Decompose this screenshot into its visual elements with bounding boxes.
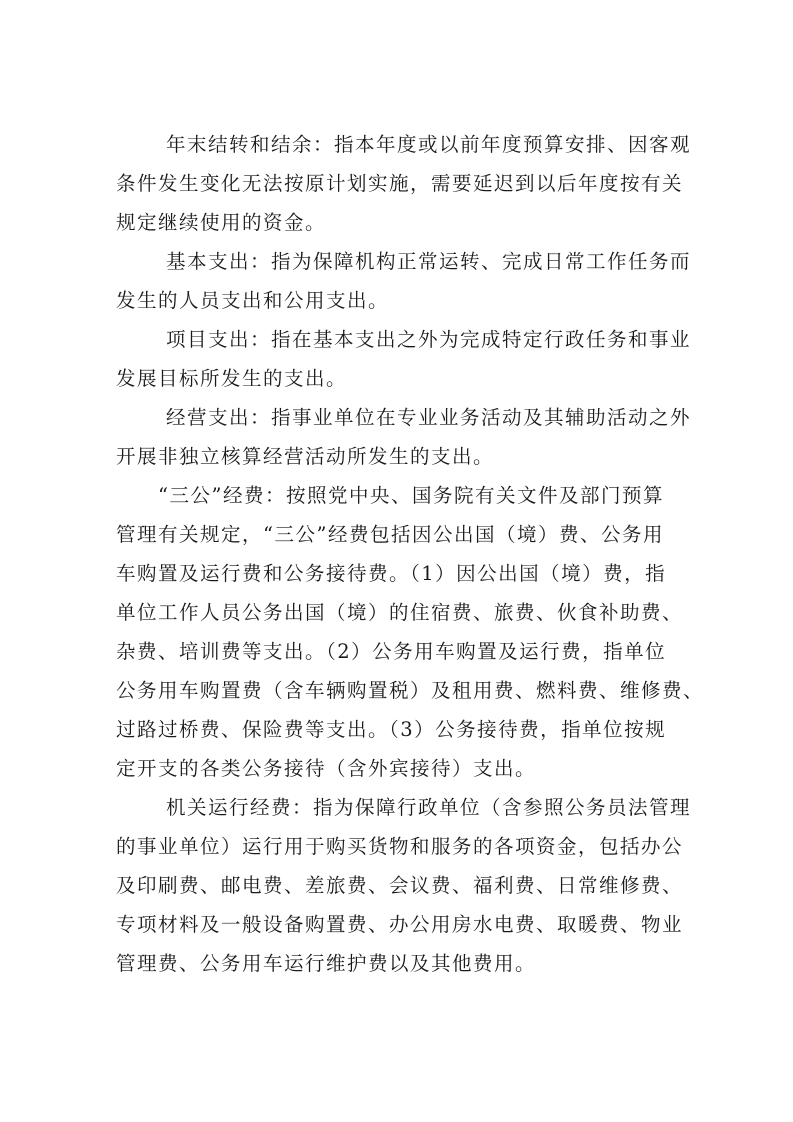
text-line: 年末结转和结余：指本年度或以前年度预算安排、因客观 <box>166 133 692 156</box>
text-line: 杂费、培训费等支出。（2）公务用车购置及运行费，指单位 <box>116 640 667 663</box>
text-line: 基本支出：指为保障机构正常运转、完成日常工作任务而 <box>166 250 692 273</box>
paragraph-project-expenditure <box>116 320 706 398</box>
text-line: 及印刷费、邮电费、差旅费、会议费、福利费、日常维修费、 <box>116 874 684 897</box>
paragraph-agency-operating-funds <box>116 788 706 983</box>
paragraph-basic-expenditure <box>116 242 706 320</box>
text-line: 发生的人员支出和公用支出。 <box>116 289 390 312</box>
text-line: 发展目标所发生的支出。 <box>116 367 348 390</box>
text-line: 规定继续使用的资金。 <box>116 211 327 234</box>
text-line: 专项材料及一般设备购置费、办公用房水电费、取暖费、物业 <box>116 913 684 936</box>
text-line: 单位工作人员公务出国（境）的住宿费、旅费、伙食补助费、 <box>116 601 684 624</box>
text-line: 过路过桥费、保险费等支出。（3）公务接待费，指单位按规 <box>116 718 667 741</box>
paragraph-year-end-balance <box>116 125 706 242</box>
text-line: 公务用车购置费（含车辆购置税）及租用费、燃料费、维修费、 <box>116 679 705 702</box>
text-line: 项目支出：指在基本支出之外为完成特定行政任务和事业 <box>166 328 692 351</box>
text-line: 的事业单位）运行用于购买货物和服务的各项资金，包括办公 <box>116 835 684 858</box>
text-line: 管理有关规定，“三公”经费包括因公出国（境）费、公务用 <box>116 523 664 546</box>
text-line: “三公”经费：按照党中央、国务院有关文件及部门预算 <box>158 484 664 507</box>
text-line: 开展非独立核算经营活动所发生的支出。 <box>116 445 495 468</box>
text-line: 经营支出：指事业单位在专业业务活动及其辅助活动之外 <box>166 406 692 429</box>
text-line: 管理费、公务用车运行维护费以及其他费用。 <box>116 952 537 975</box>
document-body <box>116 125 706 983</box>
paragraph-three-public-expenses <box>116 476 706 788</box>
text-line: 条件发生变化无法按原计划实施，需要延迟到以后年度按有关 <box>116 172 684 195</box>
text-line: 机关运行经费：指为保障行政单位（含参照公务员法管理 <box>166 796 692 819</box>
paragraph-operating-expenditure <box>116 398 706 476</box>
text-line: 定开支的各类公务接待（含外宾接待）支出。 <box>116 757 537 780</box>
text-line: 车购置及运行费和公务接待费。（1）因公出国（境）费，指 <box>116 562 667 585</box>
